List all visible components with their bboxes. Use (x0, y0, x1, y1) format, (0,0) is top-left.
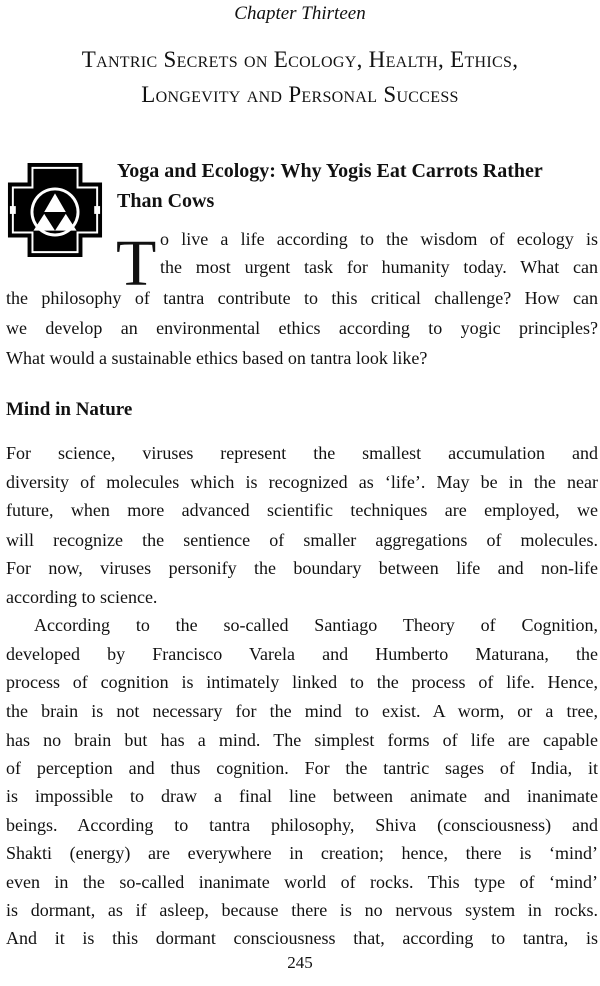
intro-line: What would a sustainable ethics based on tantra look like? (6, 348, 428, 368)
paragraph-line: future, when more advanced scientific techniques are employed, we (6, 500, 598, 520)
intro-line: o live a life according to the wisdom of ecology is (160, 229, 598, 249)
paragraph-line: According to the so-called Santiago Theory of Cognition, (34, 615, 598, 635)
paragraph-line: the brain is not necessary for the mind to exist. A worm, or a tree, (6, 701, 598, 721)
section-heading (117, 156, 597, 216)
paragraph-line: of perception and thus cognition. For the tantric sages of India, it (6, 758, 598, 778)
chapter-title-line-1: Tantric Secrets on Ecology, Health, Ethics, (81, 47, 519, 72)
paragraph-line: will recognize the sentience of smaller aggregations of molecules. (6, 530, 598, 550)
drop-cap: T (116, 227, 157, 300)
paragraph-line: is dormant, as if asleep, because there is no nervous system in rocks. (6, 900, 598, 920)
paragraph-line: developed by Francisco Varela and Humberto Maturana, the (6, 644, 598, 664)
paragraph-line: even in the so-called inanimate world of rocks. This type of ‘mind’ (6, 872, 598, 892)
intro-line: the philosophy of tantra contribute to this critical challenge? How can (6, 288, 598, 308)
paragraph-line: is impossible to draw a final line between animate and inanimate (6, 786, 598, 806)
intro-line: we develop an environmental ethics according to yogic principles? (6, 318, 598, 338)
section-heading-line-1: Yoga and Ecology: Why Yogis Eat Carrots Rather (117, 160, 543, 182)
paragraph-line: according to science. (6, 587, 158, 607)
paragraph-line: diversity of molecules which is recognized as ‘life’. May be in the near (6, 472, 598, 492)
section-heading-line-2: Than Cows (117, 190, 215, 212)
yantra-ornament-icon (6, 161, 104, 259)
page-number: 245 (287, 953, 313, 972)
chapter-title (0, 42, 600, 112)
paragraph-line: has no brain but has a mind. The simplest forms of life are capable (6, 730, 598, 750)
paragraph-line: beings. According to tantra philosophy, Shiva (consciousness) and (6, 815, 598, 835)
chapter-label: Chapter Thirteen (234, 3, 366, 24)
paragraph-line: Shakti (energy) are everywhere in creation; hence, there is ‘mind’ (6, 843, 598, 863)
subsection-heading: Mind in Nature (6, 399, 133, 420)
paragraph-line: For now, viruses personify the boundary between life and non-life (6, 558, 598, 578)
paragraph-line: process of cognition is intimately linked to the process of life. Hence, (6, 672, 598, 692)
paragraph-line: For science, viruses represent the smallest accumulation and (6, 443, 598, 463)
chapter-title-line-2: Longevity and Personal Success (141, 82, 459, 107)
intro-line: the most urgent task for humanity today. What can (160, 257, 598, 277)
paragraph-line: And it is this dormant consciousness that, according to tantra, is (6, 928, 598, 948)
